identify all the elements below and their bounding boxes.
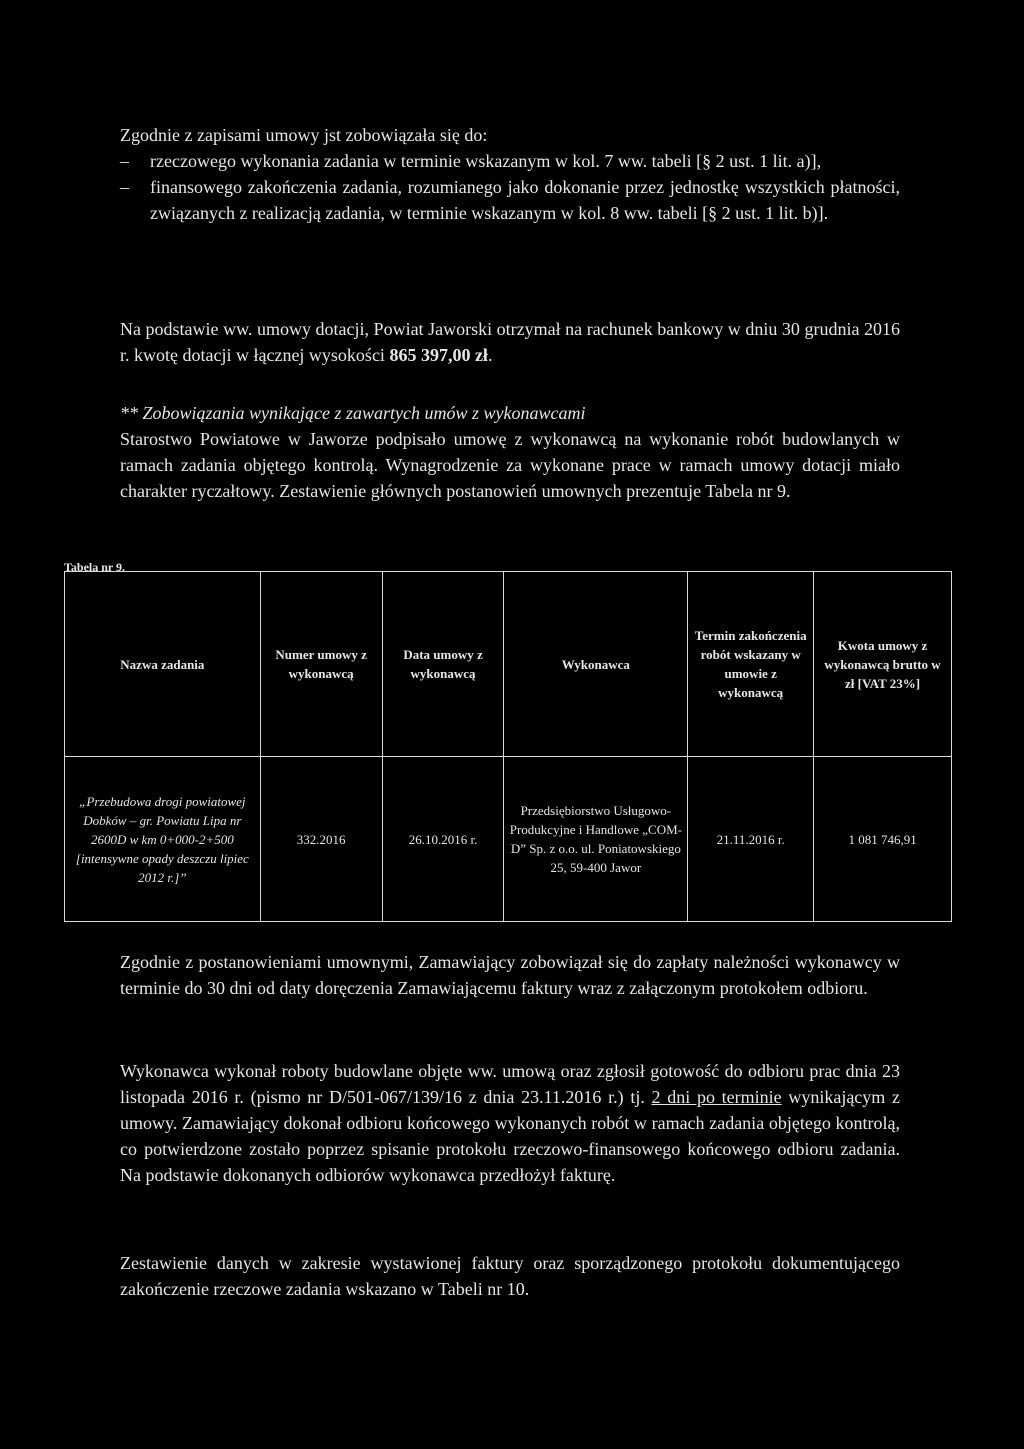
obligations-section (120, 122, 900, 226)
contracts-section (120, 400, 900, 504)
completion-text-1: Wykonawca wykonał roboty budowlane objęte ww. umową oraz zgłosił gotowość do odbioru prac dnia 23 listopada 2016 r. (pismo nr D/501-067/139/16 z dnia 23.11.2016 r.) tj. (120, 1061, 900, 1107)
cell-task-name: „Przebudowa drogi powiatowej Dobków – gr. Powiatu Lipa nr 2600D w km 0+000-2+500 [intensywne opady deszczu lipiec 2012 r.]” (65, 757, 261, 922)
contracts-text: Starostwo Powiatowe w Jaworze podpisało umowę z wykonawcą na wykonanie robót budowlanych w ramach zadania objętego kontrolą. Wynagrodzenie za wykonane prace w ramach umowy dotacji miało charakter ryczałtowy. Zestawienie głównych postanowień umownych prezentuje Tabela nr 9. (120, 429, 900, 501)
cell-contract-number: 332.2016 (260, 757, 382, 922)
contracts-heading: ** Zobowiązania wynikające z zawartych umów z wykonawcami (120, 403, 586, 423)
completion-late-note: 2 dni po terminie (651, 1087, 782, 1107)
grant-amount: 865 397,00 zł (389, 345, 488, 365)
obligations-list (120, 148, 900, 226)
header-contract-amount: Kwota umowy z wykonawcą brutto w zł [VAT 23%] (814, 572, 952, 757)
cell-contract-amount: 1 081 746,91 (814, 757, 952, 922)
list-item: – finansowego zakończenia zadania, rozumianego jako dokonanie przez jednostkę wszystkich płatności, związanych z realizacją zadania, w terminie wskazanym w kol. 8 ww. tabeli [§ 2 ust. 1 lit. b)]. (120, 174, 900, 226)
grant-paragraph (120, 316, 900, 368)
list-item: – rzeczowego wykonania zadania w terminie wskazanym w kol. 7 ww. tabeli [§ 2 ust. 1 lit. a)], (120, 148, 900, 174)
header-completion-date: Termin zakończenia robót wskazany w umowie z wykonawcą (688, 572, 814, 757)
summary-text: Zestawienie danych w zakresie wystawionej faktury oraz sporządzonego protokołu dokumentującego zakończenie rzeczowe zadania wskazano w Tabeli nr 10. (120, 1253, 900, 1299)
contract-table (64, 571, 952, 922)
header-task-name: Nazwa zadania (65, 572, 261, 757)
header-contract-number: Numer umowy z wykonawcą (260, 572, 382, 757)
summary-paragraph (120, 1250, 900, 1302)
header-contract-date: Data umowy z wykonawcą (382, 572, 504, 757)
grant-end: . (487, 345, 493, 365)
completion-paragraph (120, 1058, 900, 1188)
obligations-intro: Zgodnie z zapisami umowy jst zobowiązała się do: (120, 125, 488, 145)
cell-contractor: Przedsiębiorstwo Usługowo-Produkcyjne i Handlowe „COM-D” Sp. z o.o. ul. Poniatowskiego 25, 59-400 Jawor (504, 757, 688, 922)
header-contractor: Wykonawca (504, 572, 688, 757)
table-caption: Tabela nr 9. (64, 560, 126, 574)
table-header-row (65, 572, 952, 757)
cell-contract-date: 26.10.2016 r. (382, 757, 504, 922)
completion-text-2: wynikającym z umowy. Zamawiający dokonał odbioru końcowego wykonanych robót w ramach zadania objętego kontrolą, co potwierdzone zostało poprzez spisanie protokołu rzeczowo-finansowego końcowego odbioru zadania. Na podstawie dokonanych odbiorów wykonawca przedłożył fakturę. (120, 1087, 900, 1185)
payment-paragraph (120, 949, 900, 1001)
cell-completion-date: 21.11.2016 r. (688, 757, 814, 922)
payment-text: Zgodnie z postanowieniami umownymi, Zamawiający zobowiązał się do zapłaty należności wykonawcy w terminie do 30 dni od daty doręczenia Zamawiającemu faktury wraz z załączonym protokołem odbioru. (120, 952, 900, 998)
table-row (65, 757, 952, 922)
grant-text: Na podstawie ww. umowy dotacji, Powiat Jaworski otrzymał na rachunek bankowy w dniu 30 grudnia 2016 r. kwotę dotacji w łącznej wysokości (120, 319, 900, 365)
